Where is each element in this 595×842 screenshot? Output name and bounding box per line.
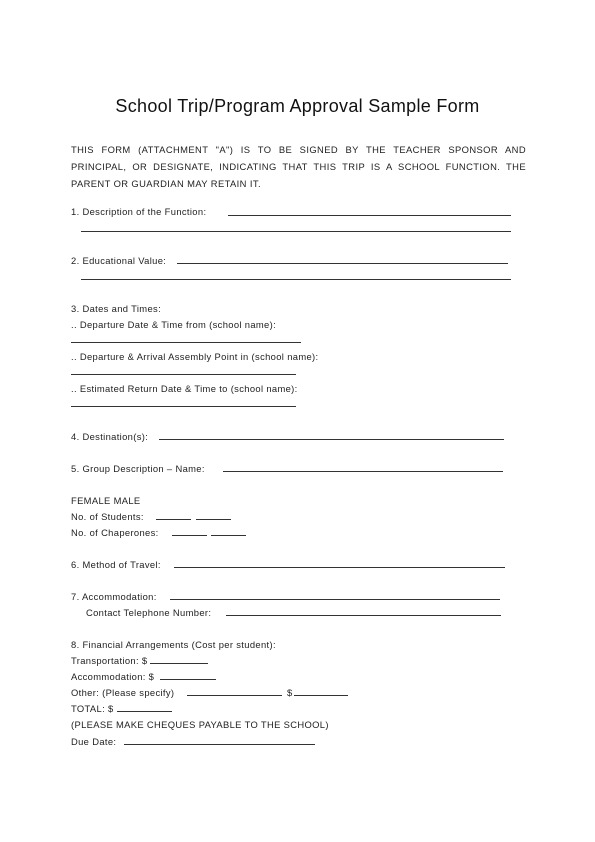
assembly-point-label: .. Departure & Arrival Assembly Point in (school name): — [71, 351, 319, 362]
cheques-note: (PLEASE MAKE CHEQUES PAYABLE TO THE SCHOOL) — [71, 719, 329, 730]
intro-paragraph: THIS FORM (ATTACHMENT "A") IS TO BE SIGNED BY THE TEACHER SPONSOR AND PRINCIPAL, OR DESIGNATE, INDICATING THAT THIS TRIP IS A SCHOOL FUNCTION. THE PARENT OR GUARDIAN MAY RETAIN IT. — [71, 144, 526, 189]
accommodation-cost-line[interactable] — [160, 679, 216, 680]
accommodation-cost-label: Accommodation: $ — [71, 671, 155, 682]
accommodation-label: 7. Accommodation: — [71, 591, 157, 602]
destination-label: 4. Destination(s): — [71, 431, 149, 442]
other-dollar-label: $ — [287, 687, 293, 698]
assembly-point-line[interactable] — [71, 374, 296, 375]
departure-line[interactable] — [71, 342, 301, 343]
gender-header: FEMALE MALE — [71, 495, 141, 506]
return-label: .. Estimated Return Date & Time to (school name): — [71, 383, 298, 394]
dates-times-label: 3. Dates and Times: — [71, 303, 162, 314]
chaperones-label: No. of Chaperones: — [71, 527, 159, 538]
other-label: Other: (Please specify) — [71, 687, 175, 698]
form-title: School Trip/Program Approval Sample Form — [115, 96, 480, 116]
chaperones-female-line[interactable] — [172, 535, 207, 536]
description-line-1[interactable] — [228, 215, 511, 216]
other-cost-line[interactable] — [294, 695, 348, 696]
due-date-line[interactable] — [124, 744, 315, 745]
description-label: 1. Description of the Function: — [71, 206, 207, 217]
chaperones-male-line[interactable] — [211, 535, 246, 536]
contact-phone-label: Contact Telephone Number: — [86, 607, 212, 618]
educational-value-line-1[interactable] — [177, 263, 508, 264]
group-description-line[interactable] — [223, 471, 503, 472]
return-line[interactable] — [71, 406, 296, 407]
students-male-line[interactable] — [196, 519, 231, 520]
destination-line[interactable] — [159, 439, 504, 440]
accommodation-line[interactable] — [170, 599, 500, 600]
due-date-label: Due Date: — [71, 736, 117, 747]
educational-value-label: 2. Educational Value: — [71, 255, 167, 266]
departure-label: .. Departure Date & Time from (school name): — [71, 319, 277, 330]
students-female-line[interactable] — [156, 519, 191, 520]
group-description-label: 5. Group Description – Name: — [71, 463, 205, 474]
total-label: TOTAL: $ — [71, 703, 114, 714]
students-label: No. of Students: — [71, 511, 144, 522]
other-specify-line[interactable] — [187, 695, 282, 696]
contact-phone-line[interactable] — [226, 615, 501, 616]
transportation-label: Transportation: $ — [71, 655, 148, 666]
total-line[interactable] — [117, 711, 172, 712]
financial-label: 8. Financial Arrangements (Cost per student): — [71, 639, 276, 650]
travel-method-line[interactable] — [174, 567, 505, 568]
description-line-2[interactable] — [81, 231, 511, 232]
travel-method-label: 6. Method of Travel: — [71, 559, 161, 570]
transportation-line[interactable] — [150, 663, 208, 664]
educational-value-line-2[interactable] — [81, 279, 511, 280]
